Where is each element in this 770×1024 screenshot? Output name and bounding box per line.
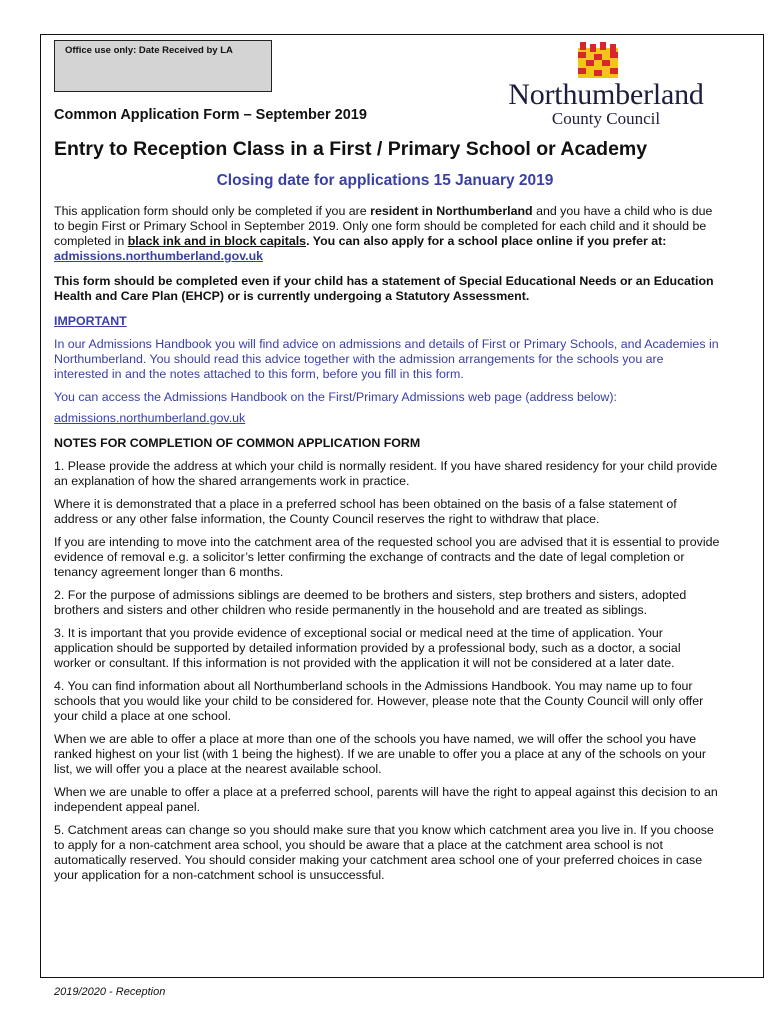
form-subtitle: Common Application Form – September 2019: [54, 107, 367, 123]
note-paragraph: 5. Catchment areas can change so you should make sure that you know which catchment area you live in. If you choose to apply for a non-catchment area school, you should be aware that a place at the catchment area school is not automatically reserved. You should consider making your catchment area school one of your preferred choices in case your application for a non-catchment school is unsuccessful.: [54, 823, 714, 882]
ehcp-note: This form should be completed even if your child has a statement of Special Educational Needs or an Education Health and Care Plan (EHCP) or is currently undergoing a Statutory Assessment.: [54, 274, 714, 303]
notes-heading: NOTES FOR COMPLETION OF COMMON APPLICATION FORM: [54, 436, 421, 450]
closing-date: Closing date for applications 15 January 2019: [216, 172, 554, 189]
handbook-link-line: [54, 411, 720, 426]
important-heading: IMPORTANT: [54, 314, 127, 328]
handbook-link[interactable]: admissions.northumberland.gov.uk: [54, 411, 246, 425]
note-paragraph: When we are unable to offer a place at a preferred school, parents will have the right to appeal against this decision to an independent appeal panel.: [54, 785, 718, 814]
page-title: Entry to Reception Class in a First / Primary School or Academy: [54, 138, 648, 160]
intro-text-b: and you have a child who is due to begin First or Primary School in September 2019. Only one form should be completed for each child and it should be completed in: [54, 204, 713, 248]
intro-text-c: . You can also apply for a school place online if you prefer at:: [306, 234, 667, 248]
office-use-box: [54, 40, 272, 92]
logo-name: Northumberland: [508, 78, 704, 111]
form-content: [54, 204, 720, 883]
important-paragraph-1: In our Admissions Handbook you will find advice on admissions and details of First or Primary Schools, and Academies in Northumberland. You should read this advice together with the admission arrangements for the schools you are interested in and the notes attached to this form, before you fill in this form.: [54, 337, 719, 381]
intro-paragraph: [54, 204, 720, 264]
page-footer: 2019/2020 - Reception: [54, 986, 166, 998]
crest-mark-icon: [578, 42, 618, 78]
important-paragraph-2: You can access the Admissions Handbook on the First/Primary Admissions web page (address below):: [54, 390, 617, 404]
note-paragraph: If you are intending to move into the catchment area of the requested school you are advised that it is essential to provide evidence of removal e.g. a solicitor’s letter confirming the exchange of contracts and the date of legal completion or tenancy agreement longer than 6 months.: [54, 535, 720, 579]
note-paragraph: 3. It is important that you provide evidence of exceptional social or medical need at the time of application. Your application should be supported by detailed information provided by a professional body, such as a doctor, a social worker or consultant. If this information is not provided with the application it will not be considered at a later date.: [54, 626, 681, 670]
note-paragraph: When we are able to offer a place at more than one of the schools you have named, we will offer the school you have ranked highest on your list (with 1 being the highest). If we are unable to offer you a place at any of the schools on your list, we will offer you a place at the nearest available school.: [54, 732, 707, 776]
note-paragraph: 1. Please provide the address at which your child is normally resident. If you have shared residency for your child provide an explanation of how the shared arrangements work in practice.: [54, 459, 718, 488]
note-paragraph: 4. You can find information about all Northumberland schools in the Admissions Handbook. You may name up to four schools that you would like your child to be considered for. However, please note that the County Council will only offer your child a place at one school.: [54, 679, 704, 723]
note-paragraph: Where it is demonstrated that a place in a preferred school has been obtained on the basis of a false statement of address or any other false information, the County Council reserves the right to withdraw that place.: [54, 497, 677, 526]
logo-subtitle: County Council: [551, 109, 661, 128]
intro-resident: resident in Northumberland: [370, 204, 533, 218]
office-use-label: Office use only: Date Received by LA: [65, 45, 233, 56]
intro-black-ink: black ink and in block capitals: [127, 234, 307, 248]
online-admissions-link[interactable]: admissions.northumberland.gov.uk: [54, 249, 264, 263]
council-logo: [486, 40, 726, 132]
note-paragraph: 2. For the purpose of admissions siblings are deemed to be brothers and sisters, step brothers and sisters, adopted brothers and sisters and other children who reside permanently in the household and are treated as siblings.: [54, 588, 687, 617]
intro-text-a: This application form should only be completed if you are: [54, 204, 371, 218]
